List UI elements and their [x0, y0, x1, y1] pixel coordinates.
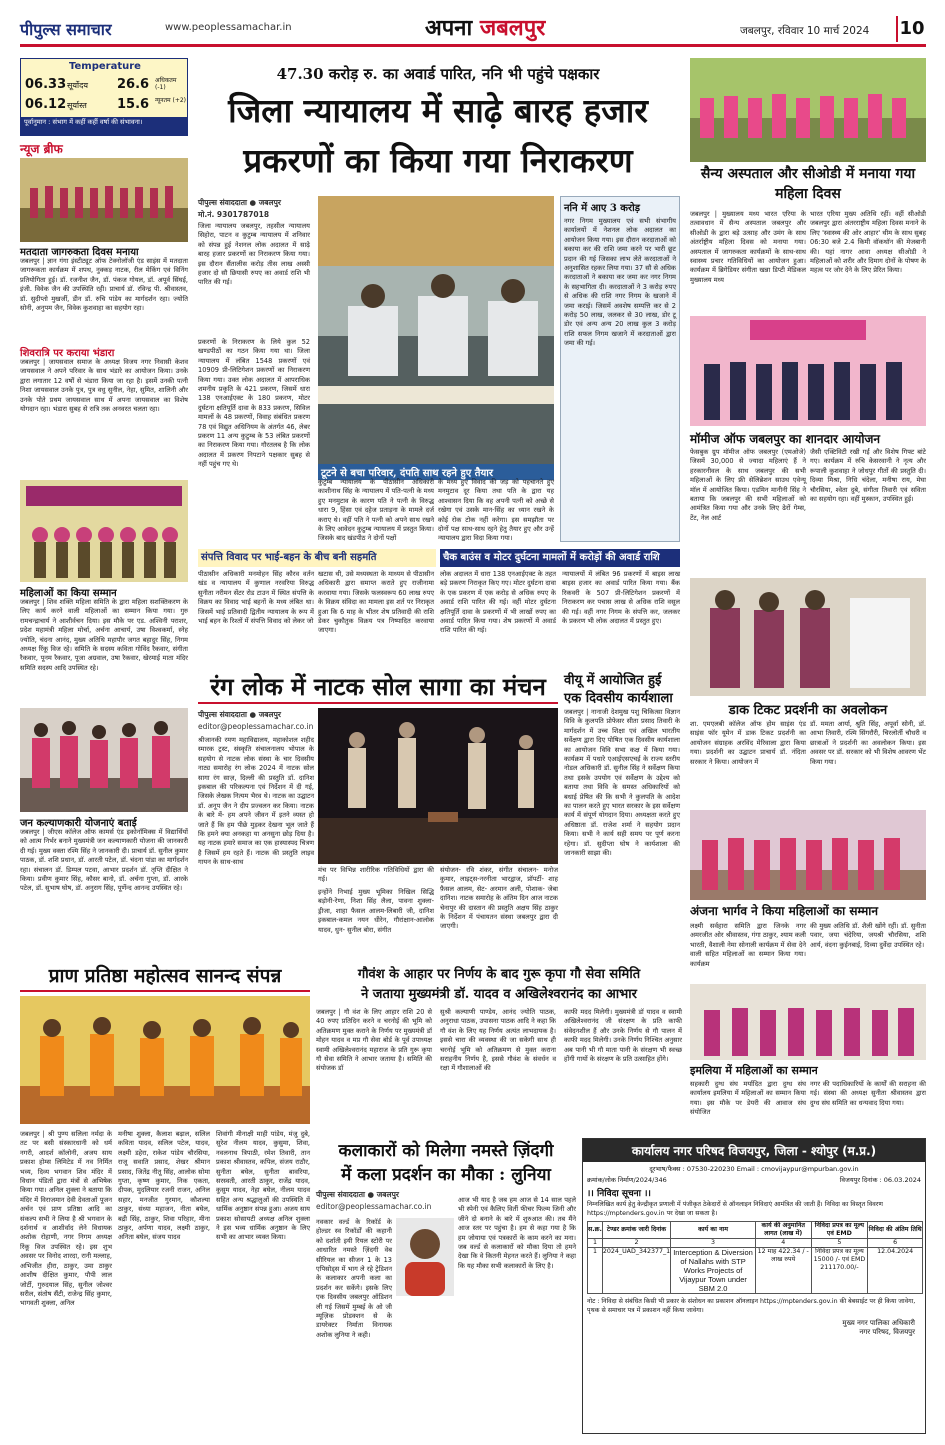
brief-photo-4 [20, 708, 188, 812]
lead-photo-caption: टूटने से बचा परिवार, दंपति साथ रहने हुए तैयार [318, 464, 554, 480]
masthead [0, 0, 945, 52]
right-3-col2: डॉ. ममता आर्या, श्रुति सिंह, अपूर्वा सोनी, डॉ. आभा तिवारी, रश्मि सिंगरौरी, चिरलोर्ती चौधरी व छात्राओं ने प्रदर्शनी का अवलोकन किया। इस अवसर पर डॉ. सरकार को भी विशेष आवरण भेंट किया गया। [810, 720, 926, 766]
notice-th-6: निविदा की अंतिम तिथि [868, 1222, 923, 1239]
brief-4-title: जन कल्याणकारी योजनाएं बताई [20, 818, 137, 829]
brief-photo-1 [20, 158, 188, 242]
brief-4-body: जबलपुर | जीएस कॉलेज ऑफ कामर्स एंड इकोनॉमिक्स में विद्यार्थियों को आत्म निर्भर बनाने मुख्यमंत्री जन कल्याणकारी योजना की जानकारी दी गई। मुख्य वक्ता रश्मि सिंह ने जानकारी दी। प्राचार्य डॉ. सुनील कुमार पाठक, डॉ. शशि प्रधान, डॉ. आरती पटेल, डॉ. चंदना पांडा का मार्गदर्शन रहा। संचालन डॉ. डिम्पल पटवा, आभार प्रदर्शन डॉ. तृप्ति दीक्षित ने किया। प्रवीण कुमार सिंह, कौसर बानो, डॉ. अर्चना गुप्ता, डॉ. आरके पटेल, डॉ. सुभाष घोष, डॉ. अनुराग सिंह, पूर्णेन्द आनन्द उपस्थित रहे। [20, 828, 188, 893]
gau-headline-line1: गौवंश के आहार पर निर्णय के बाद गुरू कृपा गौ सेवा समिति [357, 967, 641, 982]
nani-box-title: ननि में आए 3 करोड़ [564, 203, 641, 214]
lead-byline: पीपुल्स संवाददाता ● जबलपुर [198, 198, 281, 207]
sunset-time: 06.12 [25, 97, 67, 112]
lead-photo [318, 196, 554, 464]
notice-cell-1: 1 [588, 1248, 603, 1294]
lead-headline [198, 86, 678, 194]
notice-num-3: 3 [671, 1239, 756, 1248]
natak-rule [198, 702, 558, 704]
notice-table [587, 1221, 923, 1294]
right-1-headline: सैन्य अस्पताल और सीओडी में मनाया गया महिला दिवस [700, 166, 916, 202]
pran-col2: मनीषा शुक्ला, कैलाश बढ़ाल, सलिल कविता यादव, सलिल पटेल, यादव, लक्ष्मी डहेरा, राकेश पांडेय चौरसिया, राजू सवाति प्रसाद, शेखर श्रीमान प्रसाद, जितेंद्र नीतू सिंह, आलोक सोमा गुप्ता, कृष्ण कुमार, निक एकता, दीपक, मुदलियार रजनी राजन, अनिल सहार, मनजीत गुरमान, कौशल्या ठाकुर, संध्या महाजन, नीता बघेल, बद्री सिंह, ठाकुर, शिवा परिहार, मीना ठाकुर, अर्पणा यादव, लक्ष्मी ठाकुर, अनिता बघेल, संजय यादव [118, 1130, 210, 1242]
brief-2-body: जबलपुर | जायसवाल समाज के अध्यक्ष विजय नगर निवासी केशव जायसवाल ने अपने परिवार के साथ भंडारे का आयोजन किया। उनके द्वारा लगातार 12 वर्षों से भंडारा किया जा रहा है। इसमें उनकी पत्नी निशा जायसवाल उनके पुत्र, पुत्र वधु सुनील, नेहा, सुमित, शालिनी और उनके पोते प्रथम जायसवाल साथ में अपना जायसवाल का विशेष योगदान रहा। भंडारा सुबह से रात्रि तक अनवरत चलता रहा। [20, 358, 188, 414]
section-prefix: अपना [425, 16, 473, 41]
right-photo-3 [690, 578, 926, 696]
sibling-col2: खटास थी, उसे मध्यस्थता के माध्यम से पीठासीन अधिकारी द्वारा समाप्त कराते हुए राजीनामा करवाया गया। जिसके फलस्वरूप 60 लाख रुपए के विक्रय संविदा का मामला इस शर्त पर निराकृत हुआ कि 6 माह के भीतर शेष प्रतिवादी की राशि डेकर चुकौतुक विक्रय पत्र निष्पादित करवाया जाएगा। [318, 570, 434, 635]
paper-url: www.peoplessamachar.in [165, 22, 292, 33]
sunrise-time: 06.33 [25, 77, 67, 92]
natak-col3: संयोजन- रवि शंकर, संगीत संचालन- मनोज कुमार, लाइट्स-नरनीता भारद्वाज, प्रॉपर्टी- शाह फ़ैसल आलम, सेट- अरमान अली, पोशाक- जेबा दानिश। नाटक समारोह के अंतिम दिन आज नाटक चेनापुर की दास्तान की प्रस्तुति अक्षय सिंह ठाकुर के निर्देशन में पंचायतन संस्था जबलपुर द्वारा दी जाएगी। [440, 866, 558, 931]
natak-col1: श्रीजानकी रमण महाविद्यालय, महाकोशल शहीद स्मारक ट्रस्ट, संस्कृति संचालनालय भोपाल के सहयोग से नाटक लोक संस्था के चार दिवसीय नाट्य समारोह रंग लोक 2024 में नाटक सोल सागा रंग साज़, दिल्ली की प्रस्तुति डॉ. दानिश इकबाल की परिकल्पना एवं निर्देशन में दी गई, जिसके लेखक नित्यम भैरव थे। नाटक का उद्घाटन डॉ. अनूप जैन ने दीप प्रज्वलन कर किया। नाटक के बारे में- हम अपने जीवन में इतने व्यस्त हो जाते हैं कि हम पीछे मुड़कर देखना भूल जाते हैं कि हमने क्या अनकहा या अनसुना छोड़ दिया है। यह नाटक हमारे समाज का एक हास्यास्पद चित्रण है जिसमें हम रहते हैं। नाटक की प्रस्तुति लाइव गायन के साथ-साथ [198, 736, 314, 867]
pran-headline: प्राण प्रतिष्ठा महोत्सव सानन्द संपन्न [48, 965, 282, 987]
pran-col3: शिवांगी मीनाक्षी माही पांडेय, मंजु दुबे, सुरेश नीलम यादव, कुसुमा, शिवा, नवलनाथ त्रिपाठी, रमेश तिवारी, तान प्रकाश श्रीवास्तव, कपिल, संजय राठौर, सुनीता बघेल, सुनीता बावरिया, सरस्वती, आरती ठाकुर, राजेंद्र यादव, कुसुम यादव, नेहा बघेल, नीलम यादव सहित अन्य श्रद्धालुओं की उपस्थिति में धार्मिक अनुष्ठान संपन्न हुआ। अजय साय प्रकाश सोसायटी अध्यक्ष अनिल शुक्ला ने इस भव्य धार्मिक अनुष्ठान के लिए सभी का आभार व्यक्त किया। [216, 1130, 310, 1242]
right-photo-4 [690, 810, 926, 900]
brief-2-title: शिवरात्रि पर कराया भंडारा [20, 348, 115, 359]
notice-office-title: कार्यालय नगर परिषद विजयपुर, जिला - श्योपुर (म.प्र.) [583, 1139, 925, 1162]
brief-3-body: जबलपुर | शिव शक्ति महिला समिति के द्वारा महिला सशक्तिकरण के लिए कार्य करने वाली महिलाओं का सम्मान किया गया। गुरु रामचन्द्राचार्य ने आशीर्वचन दिया। इस मौके पर एड. अश्विनी पराशर, प्रदेश महामंत्री महिला मोर्चा, अर्चना आचार्य, उषा विश्वकर्मा, स्नेह ज्योति, चंदना आनंद, मुख्य अतिथि महापौर जगत बहादुर सिंह, निगम अध्यक्ष रिंकू विज रहे। समिति के सदस्य कविता गोविंद रैकवार, संगीता रैकवार, पूनम रैकवार, पूजा अग्रवाल, उषा रैकवार, खेरमाई माता मंदिर समिति सदस्य आदि उपस्थित रहे। [20, 598, 188, 672]
gau-col1: जबलपुर | गौ वंश के लिए आहार राशि 20 से 40 रुपए प्रतिदिन करने व चरनोई की भूमि को अतिक्रमण मुक्त कराने के निर्णय पर मुख्यमंत्री डॉ मोहन यादव व मप्र गौ सेवा बोर्ड के पूर्व उपाध्यक्ष स्वामी अखिलेश्वरानंद महाराज के प्रति गुरू कृपा गौ सेवा समिति ने आभार जताया है। समिति की संयोजक डॉ [316, 1008, 432, 1073]
pran-photo [20, 996, 310, 1124]
lead-kicker: 47.30 करोड़ रु. का अवार्ड पारित, ननि भी पहुंचे पक्षकार [276, 65, 600, 83]
notice-cell-6: 12.04.2024 [868, 1248, 923, 1294]
natak-photo-caption: मंच पर विभिन्न शारीरिक गतिविधियों द्वारा की गई। [318, 866, 434, 884]
nani-box-body: नगर निगम मुख्यालय एवं सभी संभागीय कार्यालयों में नेशनल लोक अदालत का आयोजन किया गया। इस दौरान करदाताओं को बकाया कर की राशि जमा करने पर भारी छूट प्रदान की गई जिसका लाभ लेते करदाताओं ने अनुशासित रहकर लिया गया। 37 सौ से अधिक करदाताओं ने बकाया कर जमा कर नगर निगम के सहभागिता दी। करदाताओं ने 3 करोड़ रुपए से अधिक की राशि नगर निगम के खजाने में जमा कराई। जिसमें अवशेष सम्पत्ति कर से 2 करोड़ 50 लाख, जलकर से 30 लाख, डोर टू डोर एवं अन्य अन्य 20 लाख कुल 3 करोड़ राशि सफल निगम खजाने में करदाताओं द्वारा जमा की गई। [564, 217, 676, 348]
dateline: जबलपुर, रविवार 10 मार्च 2024 [740, 25, 870, 37]
vyu-headline-line2: एक दिवसीय कार्यशाला [564, 691, 673, 706]
right-photo-1 [690, 58, 926, 162]
pran-col1: जबलपुर | श्री पुण्य सलिला नर्मदा के तट पर बसी संस्कारधानी को धर्म नगरी, आदर्श कॉलोनी, अजय साय प्रकाश होम्स लिमिटेड में नव निर्मित भव्य, दिव्य भगवान शिव मंदिर में विधान पंडितों द्वारा मंत्रों से अभिषेक किया गया। अनिल शुक्ला ने बताया कि मंदिर में विराजमान देवी देवताओं पूजन अर्चन एवं प्राण प्रतिष्ठा आदि का संकल्प सभी ने लिया है श्री भगवान के दर्शनार्थ व आशीर्वाद लेने विधायक अशोक रोहाणी, नगर निगम अध्यक्ष रिंकू विज उपस्थित रहे। इस शुभ अवसर पर विनोद शारदा, रानी मल्लाह, अभिजीत हीरा, ठाकुर, उमा ठाकुर आशीष दीक्षित कुमार, पौपी लाल जोर्टी, गुरुदयाल सिंह, सुनील जोश्वर सरील, संतोष सैंटी, राजेन्द्र सिंह कुमार, भागवती शुक्ला, अनिल [20, 1130, 112, 1308]
kalakar-col2: आज भी याद है जब हम आज से 14 साल पहले भी स्पेनी एवं कैलिए वितीं फीचर फिल्म जिनी और जीने दो बनाने के बारे में शुरुआत की। तब मैंने आज स्तर पर पहुंचा है। हम से कहा गया है कि हम जोयाया एवं पत्रकारों के काम करने का मना। जब वर्ल्ड से कलाकारों को मौका दिया तो हमने देखा कि वे कितनी मेहनत करते हैं। लुनिया ने कहा कि यह मौका सभी कलाकारों के लिए है। [458, 1196, 576, 1270]
sunset-label: सूर्यास्त [67, 101, 87, 110]
kalakar-headline-line1: कलाकारों को मिलेगा नमस्ते ज़िंदगी [338, 1141, 554, 1161]
natak-col2: इन्होंने निभाई मुख्य भूमिका निखिल सिद्धि बड़ोनी-रेणा, निशा सिंह लैला, पावना शुक्ला- ड्रीजा, शाहा फैसल आलम-लिबारी जी, दानिश इकबाल-कमल नयन धीरेन, गौरांक्षान-आलोक यादव, धुन- सुनील बोरा, संगीत [318, 888, 434, 934]
news-brief-label: न्यूज ब्रीफ [20, 142, 63, 156]
kalakar-col1: नवकार वर्ल्ड के रिकॉर्ड के होल्डर स्व रिकॉर्डों की कहानी को दर्शाती इयी रियल स्टोरी पर आधारित नमस्ते ज़िंदगी वेब सीरियल का सीजन 1 के 13 एपिसोड्स में भाग ले रहे ट्रेडिशन के कलाकार अपनी कला का प्रदर्शन कर सकेंगे। इसके लिए एक दिवसीय जबलपुर ऑडिशन ली गई जिसमें मुम्बई के ओ जी म्यूज़िक प्रोडक्शन से के डायरेक्टर निर्माता विनायक अशोक लुनिया ने कही। [316, 1218, 392, 1339]
brief-1-body: जबलपुर | ज्ञान गंगा इंस्टीट्यूट ऑफ टेक्नोलॉजी एंड साइंस में मतदाता जागरूकता कार्यक्रम में शपथ, नुक्कड़ नाटक, रील मेकिंग एवं विनिंग प्रतियोगिता हुई। डॉ. रजनीश जैन, डॉ. पंकज गोयल, डॉ. अपूर्व सिंघई, इंजी. विवेक जैन की उपस्थिति रही। प्राचार्य डॉ. रविन्द्र पी. श्रीवास्तव, डॉ. सुदीप्तो मुखर्जी, डीन डॉ. रुचि पांडेय का मार्गदर्शन रहा। ज्योति सोनी, अनुपम जैन, विवेक कुशवाहा का सहयोग रहा। [20, 257, 188, 313]
lead-headline-line1: जिला न्यायालय में साढ़े बारह हजार [228, 91, 648, 130]
lead-mobile: मो.नं. 9301787018 [198, 210, 270, 219]
right-3-col1: शा. एमएलबी कॉलेज ऑफ होम साइंस एंड साइंस फॉर यूमेन में डाक टिकट प्रदर्शनी का आयोजन संग्राहक अरविंद मेरिवाला द्वारा किया गया। प्रदर्शनी का उद्घाटन प्राचार्य डॉ. नंदिता सरकार ने किया। आयोजन में [690, 720, 806, 766]
weather-box [20, 58, 188, 136]
notice-cell-4: 12 माह 422.34 / - लाख रुपये [755, 1248, 811, 1294]
cheque-col2: न्यायालयों में लंबित 96 प्रकरणों में बाइस लाख बाइस हजार का अवार्ड पारित किया गया। बैंक रिकवरी के 507 प्री-लिटिगेशन प्रकरणों में निराकरण कर पचास लाख से अधिक राशि वसूल की गई। वहीं नगर निगम के संपत्ति कर, जलकर के प्रकरण भी लोक अदालत में प्रस्तुत हुए। [562, 570, 680, 626]
notice-th-3: कार्य का नाम [671, 1222, 756, 1239]
notice-signature-2: नगर परिषद, विजयपुर [859, 1328, 915, 1336]
right-1-col2: भारत एरिया मुख्य अतिथि रहीं। वहीं सीओडी जबलपुर द्वारा अंतरराष्ट्रीय महिला दिवस मनाने के लिए 'स्वास्थ्य की ओर आहार' थीम के साथ सुबह 06:30 बजे 2.4 किमी वॉकथॉन की मेजबानी की। यहां नागर आवा अध्यक्ष सीओडी ने महिलाओं को शरीर और दिमाग दोनों के पोषण के महत्व पर जोर देने के लिए प्रेरित किया। [810, 210, 926, 275]
kalakar-byline: पीपुल्स संवाददाता ● जबलपुर [316, 1190, 399, 1199]
notice-signature-1: मुख्य नगर पालिका अधिकारी [842, 1319, 915, 1327]
sibling-headline-bar [198, 549, 436, 567]
cheque-col1: लोक अदालत में धारा 138 एनआईएक्ट के तहत बड़े प्रकरण निराकृत किए गए। मोटर दुर्घटना दावा के एक प्रकरण में एक करोड़ से अधिक रुपए के अवार्ड राशि पारित की गई। वहीं मोटर दुर्घटना क्षतिपूर्ति दावा के प्रकरणों में भी लाखों रुपए का अवार्ड पारित किया गया। शेष प्रकरणों में अवार्ड राशि पारित की गई। [440, 570, 556, 635]
section-title [425, 12, 545, 42]
forecast: पूर्वानुमान : संभाग में कहीं कहीं वर्षा की संभावना। [21, 117, 187, 135]
notice-ref-line: क्रमांक/लोक निर्माण/2024/346 [587, 1176, 667, 1184]
sibling-col1: पीठासीन अधिकारी मनमोहन सिंह कौरव वर्तन खंड व न्यायालय में कुणाल नरवरिया विरुद्ध सुनीता नरीमन सेंटर रोड टाउन में स्थित संपत्ति के विक्रय का विवाद भाई बहनों के मध्य लंबित था। जिसमें भाई प्रतिवादी द्वितीय न्यायालय के रूप में भाई बहन के रिश्तों में संपत्ति विवाद को लेकर जो [198, 570, 314, 626]
natak-byline: पीपुल्स संवाददाता ● जबलपुर [198, 710, 281, 719]
notice-num-4: 4 [755, 1239, 811, 1248]
notice-th-2: टेण्डर क्रमांक जारी दिनांक [602, 1222, 670, 1239]
lead-col4: के मध्य हुए विवाद की जड़ को पहचानते हुए मनमुटाव दूर किया तथा पति के द्वारा यह आश्वासन दिया कि वह अपनी पत्नी को अच्छे से रखेगा एवं उसके मान-सिंह का ध्यान रखने के कोई रोक टोक नहीं करेगा। इस समझौता पर दोनों पक्ष साथ-साथ रहने हेतु तैयार हुए और उन्हें न्यायालय द्वारा विदा किया गया। [438, 478, 554, 543]
notice-contact-line: दूरभाष/फैक्स : 07530-220230 Email : cmovijaypur@mpurban.gov.in [649, 1165, 859, 1173]
weather-title: Temperature [69, 61, 141, 72]
page-number: 10 [896, 16, 926, 42]
section-city: जबलपुर [479, 16, 546, 41]
notice-cell-3: Interception & Diversion of Nallahs with STP Works Projects of Vijaypur Town under SBM 2.0 [671, 1248, 756, 1294]
kalakar-email: editor@peoplessamachar.co.in [316, 1202, 432, 1211]
right-1-col1: जबलपुर | मुख्यालय मध्य भारत एरिया के तत्वावधान में सैन्य अस्पताल जबलपुर और सीओडी के द्वारा बड़े उत्साह और उमंग के साथ अंतर्राष्ट्रीय महिला दिवस को मनाया गया। अस्पताल में जागरुकता कार्यक्रमों के साथ-साथ स्वास्थ्य प्रचार गतिविधियों का आयोजन हुआ। कार्यक्रम में ब्रिगेडियर संगीता खन्ना डिप्टी मेडिकल मुख्यालय मध्य [690, 210, 806, 284]
brief-photo-3 [20, 480, 188, 582]
notice-num-6: 6 [868, 1239, 923, 1248]
min-temp: 15.6 [117, 97, 150, 112]
notice-th-4: कार्य की अनुमानित लागत (लाख में) [755, 1222, 811, 1239]
max-label: अधिकतम (-1) [155, 77, 177, 91]
notice-num-2: 2 [602, 1239, 670, 1248]
right-4-col2: की मुख्य अतिथि डॉ. शैली खोंगे रहीं। डॉ. सुनीता पवार, जया चंदेरिया, जयश्री चौरसिया, शशि आर्य, वंदना कुईनबाई, दिव्या दुर्वेदा उपस्थित रहे। [810, 922, 926, 949]
right-5-headline: इमलिया में महिलाओं का सम्मान [690, 1064, 818, 1077]
notice-footer-note: नोट : निविदा से संबंधित किसी भी प्रकार के संशोधन का प्रकाशन ऑनलाइन https://mptenders.gov.in की बेबसाईट पर ही किया जावेगा, पृथक से समाचार पत्र में प्रकाशन नहीं किया जावेगा। [587, 1298, 916, 1314]
notice-cell-2: 2024_UAD_342377_1 [602, 1248, 670, 1294]
paper-logo: पीपुल्स समाचार [20, 20, 112, 39]
lead-col2: प्रकरणों के निराकरण के लिये कुल 52 खण्डपीठों का गठन किया गया था। जिला न्यायालय में लंबित 1548 प्रकरणों एवं 10909 प्री-लिटिगेशन प्रकरणों का निराकरण किया गया। उक्त लोक अदालत में आपराधिक शमनीय प्रकृति के 421 प्रकरण, जिसमें धारा 138 एनआईएक्ट के 180 प्रकरण, मोटर दुर्घटना क्षतिपूर्ति दावा के 833 प्रकरण, सिविल मामलों के 48 प्रकरणों, विवाह संबंधित प्रकरण 78 एवं विद्युत अधिनियम के अंतर्गत 46, लेबर प्रकरण 11 अन्य कुटुम्ब के 53 लंबित प्रकरणों का निराकरण किया गया। गौरतलब है कि लोक अदालत में प्रकरण निपटाने पक्षकार सुबह से नहीं पहुंच गए थे। [198, 338, 310, 469]
notice-th-5: निविदा प्रपत्र का मूल्य एवं EMD [811, 1222, 868, 1239]
natak-headline: रंग लोक में नाटक सोल सागा का मंचन [210, 672, 546, 701]
right-2-col2: जैसी एक्टिविटी रखी गईं और विशेष गिफ्ट बांटे गए। कार्यक्रम में रुचि केसरवानी ने नृत्य और रूपाली कुशवाहा ने जोधपुर गीतों की प्रस्तुति दी। दिव्या मिश्रा, निधि चंदेला, मनीषा राय, मेघा चौरसिया, श्वेता दुबे, संगीता तिवारी एवं सविता का सहयोग रहा। वहीं मुस्कान, उपस्थित हुई। [810, 448, 926, 504]
lead-col1: जिला न्यायालय जबलपुर, तहसील न्यायालय सिहोरा, पाटन व कुटुम्ब न्यायालय में शनिवार को संपन्न हुई नेशनल लोक अदालत में साढ़े बारह हजार प्रकरणों का निराकरण किया गया। इस दौरान सैंतालीस करोड़ तीस लाख अस्सी हजार दो सौ छियासी रुपए का अवार्ड राशि भी पारित की गई। [198, 222, 310, 287]
notice-num-5: 5 [811, 1239, 868, 1248]
natak-email: editor@peoplessamachar.co.in [198, 722, 314, 731]
sunrise-label: सूर्योदय [67, 81, 89, 90]
cheque-headline-bar [440, 549, 680, 567]
gau-col3: काफी मदद मिलेगी। मुख्यमंत्री डॉ यादव व स्वामी अखिलेश्वरानंद जी संरक्षण के प्रति काफी संवेदनशील हैं और उनके निर्णय से गौ पालन में काफी मदद मिलेगी। उनके निर्णय निश्चित अनुसार अब पानी भी गौ माता पानी के संरक्षण भी स्वच्छ होंगी गायों के संरक्षण के प्रति उत्साहित होंगे। [564, 1008, 682, 1064]
masthead-rule [20, 44, 926, 47]
vyu-headline-line1: वीयू में आयोजित हुई [564, 673, 662, 688]
notice-cell-5: निविदा प्रपत्र का मूल्य 15000 /- एवं EMD 211170.00/- [811, 1248, 868, 1294]
right-2-col1: फेसबुक ग्रुप मॉमीज ऑफ जबलपुर (एमओजे) जिसमें 30,000 से ज्यादा महिलाएं हैं ने हरकारनीवल के साथ जबलपुर की सभी महिलाओं के लिए फ्री सेलिब्रेशन साउथ एवेन्यू मॉल में आयोजित किया। एडमिन मानीनी सिंह ने बताया कि जबलपुर की सभी महिलाओं को आमंत्रित किया गया और उनके लिए ढेरों गेम्स, टेंट, नेल आर्ट [690, 448, 806, 522]
notice-title: ।। निविदा सूचना ।। [587, 1189, 651, 1199]
notice-table-header [588, 1222, 923, 1239]
tender-notice [582, 1138, 926, 1434]
notice-th-1: स.क्र. [588, 1222, 603, 1239]
right-4-col1: लक्ष्मी सर्वहारा समिति द्वारा जिनके नगर अमरजीत ओर श्रीवास्तव, गंगा ठाकुर, श्याम कली भारती, वैशाली नेमा सोनाली कार्यक्रम में सेवा देने वाली सहित महिलाओं का सम्मान किया गया। कार्यक्रम [690, 922, 806, 968]
nani-box [560, 196, 680, 542]
min-label: न्यूनतम (+2) [155, 97, 187, 104]
right-5-col2: नगर की पदाधिकारियों के कार्यों की सराहना की गई। संस्था की अध्यक्ष सुनीता श्रीवास्तव द्वारा दुग्ध संघ समिति का धन्यवाद दिया गया। [810, 1080, 926, 1107]
right-photo-5 [690, 984, 926, 1060]
right-4-headline: अंजना भार्गव ने किया महिलाओं का सम्मान [690, 904, 879, 918]
vyu-body: जबलपुर | नानाजी देशमुख पशु चिकित्सा विज्ञान विवि के कुलपति प्रोफेसर सीता प्रसाद तिवारी के मार्गदर्शन में उच्च शिक्षा एवं अखिल भारतीय सर्वेक्षण द्वारा दिए पोषित एक दिवसीय कार्यशाला का आयोजन विवि सभा कक्ष में किया गया। कार्यक्रम में पधारे एआईएसएचई के राज्य स्तरीय नोडल अधिकारी डॉ. सुनील सिंह ने सर्वेक्षण किया तथा इसके उपयोग एवं सर्वेक्षण के उद्देश्य को बताया तथा विवि के समस्त अधिकारियों को बधाई प्रेषित की कि सभी ने कुलपति के आदेश का पालन करते हुए भारत सरकार के इस सर्वेक्षण कार्य में संपूर्ण योगदान दिया। अध्यक्षता करते हुए अधिष्ठाता डॉ. राजेश शर्मा ने सहयोग प्रदान किया। सभी ने कार्य सही समय पर पूर्ण करना रहेगा। डॉ. सुदीप्ता घोष ने कार्यशाला की जानकारी साझा की। [564, 708, 680, 858]
notice-table-row [588, 1248, 923, 1294]
max-temp: 26.6 [117, 77, 150, 92]
cheque-headline: चैक बाउंस व मोटर दुर्घटना मामलों में करोड़ों की अवार्ड राशि [443, 552, 660, 563]
notice-num-1: 1 [588, 1239, 603, 1248]
brief-3-title: महिलाओं का किया सम्मान [20, 588, 117, 599]
gau-headline-line2: ने जताया मुख्यमंत्री डॉ. यादव व अखिलेश्वरानंद का आभार [361, 987, 637, 1002]
sibling-headline: संपत्ति विवाद पर भाई-बहन के बीच बनी सहमति [201, 552, 377, 563]
right-photo-2 [690, 316, 926, 426]
kalakar-headline-line2: में कला प्रदर्शन का मौका : लुनिया [341, 1165, 551, 1185]
pran-rule [20, 990, 310, 992]
lead-headline-line2: प्रकरणों का किया गया निराकरण [243, 141, 633, 180]
notice-intro: निम्नलिखित कार्य हेतु केन्द्रीकृत प्रणाली में पंजीकृत ठेकेदारों से ऑनलाइन निविदाएं आमंत्रित की जाती हैं। निविदा का विस्तृत विवरण https://mptenders.gov.in पर देखा जा सकता है। [587, 1201, 883, 1217]
right-2-headline: मॉमीज ऑफ जबलपुर का शानदार आयोजन [690, 432, 881, 446]
natak-photo [318, 708, 558, 864]
notice-table-numbers [588, 1239, 923, 1248]
notice-date-line: विजयपुर दिनांक : 06.03.2024 [839, 1176, 921, 1184]
right-3-headline: डाक टिकट प्रदर्शनी का अवलोकन [728, 703, 888, 718]
right-5-col1: सहकारी दुग्ध संघ मर्यादित द्वारा दुग्ध संघ कार्यालय इमलिया में महिलाओं का सम्मान किया गया। इस मौके पर डेयरी की आवाज संघ संयोजित [690, 1080, 806, 1117]
gau-col2: सुश्री कल्याणी पाण्डेय, आनंद ज्योति पाठक, अनुराधा पाठक, उपासना पाठक आदि ने कहा कि गौ वंश के लिए यह निर्णय अत्यंत लाभदायक है। इससे चारा की व्यवस्था की जा सकेगी साथ ही चरनोई भूमि को अतिक्रमण से मुक्त कराना सराहनीय निर्णय है, इससे गौवंश के संवर्धन व रक्षा में गौशालाओं की [440, 1008, 556, 1073]
kalakar-photo [396, 1218, 454, 1296]
lead-col3: कुटुम्ब न्यायालय के पीठासीन अधिकारी काशीनाथ सिंह के न्यायालय में पति-पत्नी के मध्य हुए मनमुटाव के कारण पति ने पत्नी के विरुद्ध धारा 9, हिंसा एवं दहेज प्रताड़ना के मामले दर्ज कराए थे। वहीं पति ने पत्नी को अपने साथ रखने के लिए आवेदन कुटुम्ब न्यायालय में प्रस्तुत किया। जिसके बाद खंडपीठ ने दोनों पक्षों [318, 478, 434, 543]
brief-1-title: मतदाता जागरुकता दिवस मनाया [20, 247, 139, 258]
